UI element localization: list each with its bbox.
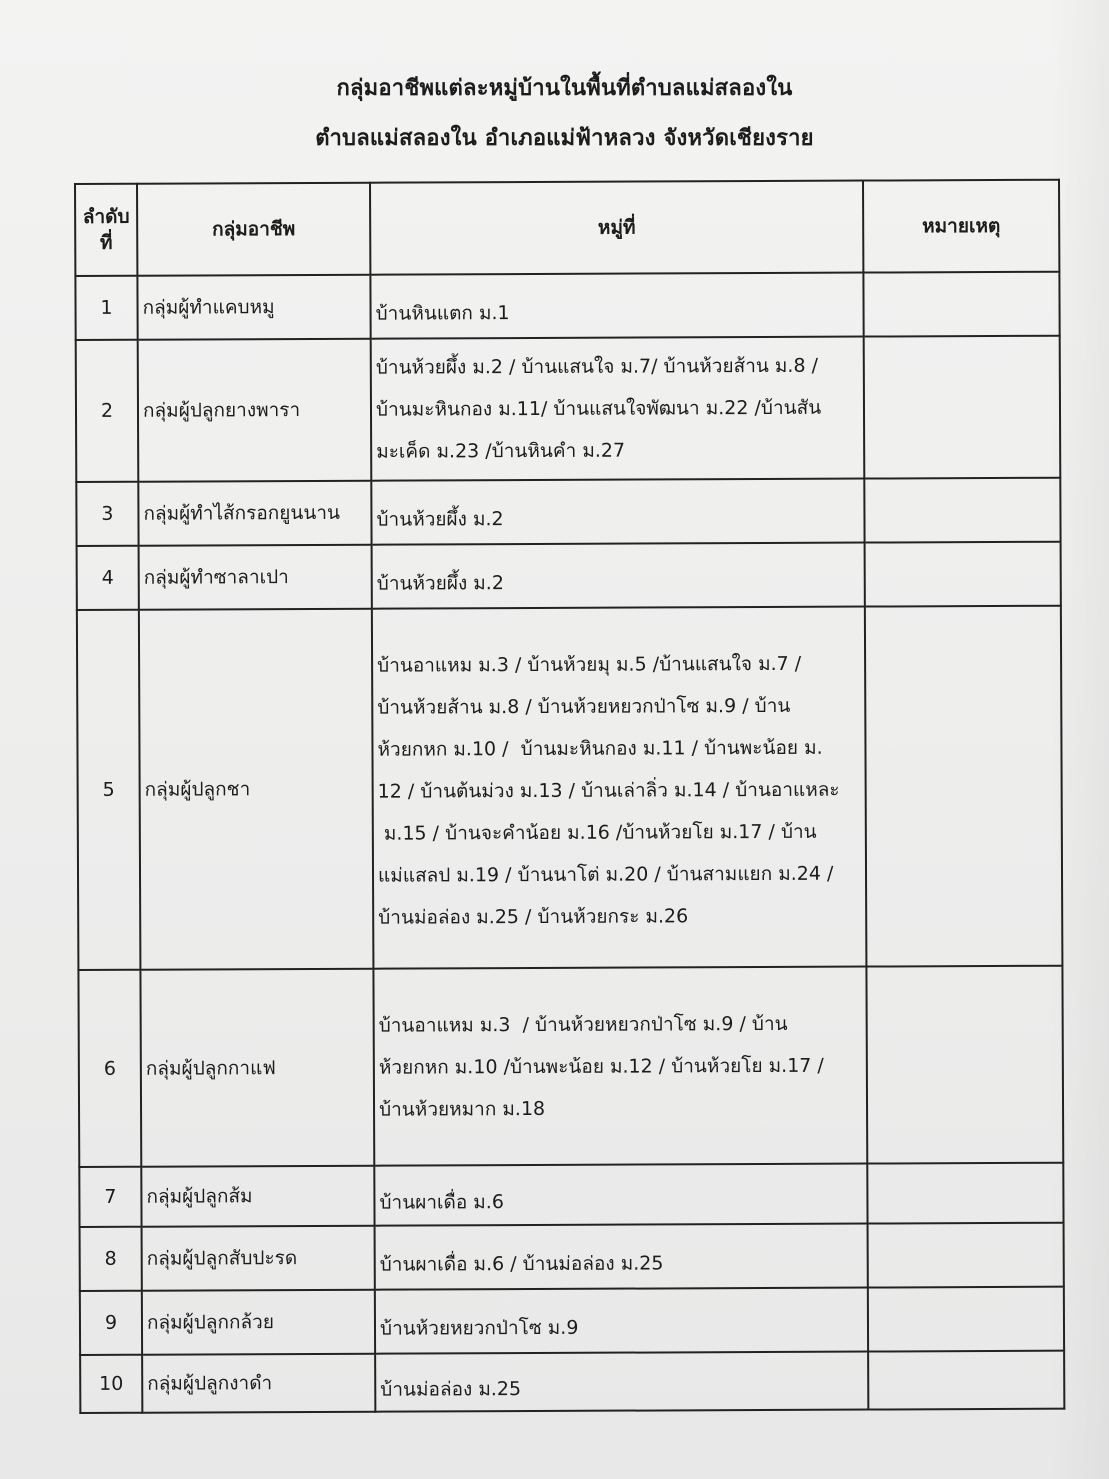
row-remarks: [865, 606, 1063, 967]
row-remarks: [863, 272, 1059, 337]
village-line: บ้านห้วยผึ้ง ม.2: [376, 572, 504, 595]
row-villages: [370, 273, 863, 339]
table-row: [78, 966, 1063, 1167]
row-remarks: [868, 1351, 1064, 1410]
row-number: 3: [76, 482, 138, 546]
table-row: [76, 336, 1061, 482]
row-villages: [372, 543, 865, 609]
table-row: [76, 478, 1060, 546]
row-villages: [371, 479, 864, 545]
row-occupation-group: กลุ่มผู้ปลูกกล้วย: [142, 1290, 375, 1355]
row-number: 4: [77, 546, 139, 610]
village-line: ห้วยกหก ม.10 /บ้านพะน้อย ม.12 / บ้านห้วยโย ม.17 /: [378, 1054, 824, 1079]
row-occupation-group: กลุ่มผู้ทำซาลาเปา: [139, 545, 372, 610]
village-line: 12 / บ้านต้นม่วง ม.13 / บ้านเล่าลิ่ว ม.14 / บ้านอาแหละ: [377, 778, 840, 803]
village-line: ห้วยกหก ม.10 / บ้านมะหินกอง ม.11 / บ้านพะน้อย ม.: [377, 736, 823, 761]
village-line: บ้านห้วยผึ้ง ม.2: [376, 508, 504, 531]
header-remarks: หมายเหตุ: [863, 180, 1059, 273]
row-number: 10: [80, 1355, 142, 1413]
row-villages: [371, 337, 865, 481]
row-remarks: [865, 542, 1061, 607]
row-occupation-group: กลุ่มผู้ปลูกชา: [139, 609, 374, 970]
village-line: บ้านห้วยหยวกป่าโซ ม.9: [379, 1316, 579, 1340]
village-line: แม่แสลป ม.19 / บ้านนาโต่ ม.20 / บ้านสามแยก ม.24 /: [377, 862, 834, 887]
row-remarks: [864, 478, 1060, 543]
occupation-groups-table: [74, 179, 1065, 1414]
row-occupation-group: กลุ่มผู้ปลูกสับปะรด: [142, 1226, 375, 1291]
document-title-line-2: ตำบลแม่สลองใน อำเภอแม่ฟ้าหลวง จังหวัดเชียงราย: [315, 126, 814, 151]
row-remarks: [867, 1163, 1063, 1224]
village-line: บ้านห้วยส้าน ม.8 / บ้านห้วยหยวกป่าโซ ม.9 / บ้าน: [377, 694, 791, 719]
village-line: บ้านผาเดื่อ ม.6 / บ้านม่อล่อง ม.25: [379, 1252, 664, 1276]
document-title-line-1: กลุ่มอาชีพแต่ละหมู่บ้านในพื้นที่ตำบลแม่สลองใน: [336, 76, 793, 101]
village-line: บ้านมะหินกอง ม.11/ บ้านแสนใจพัฒนา ม.22 /บ้านสัน: [375, 396, 822, 421]
row-number: 7: [79, 1167, 141, 1227]
row-villages: [375, 1224, 868, 1290]
row-occupation-group: กลุ่มผู้ปลูกยางพารา: [138, 339, 372, 482]
table-row: [80, 1223, 1064, 1291]
village-line: มะเค็ด ม.23 /บ้านหินคำ ม.27: [376, 439, 626, 463]
village-line: บ้านอาแหม ม.3 / บ้านห้วยมุ ม.5 /บ้านแสนใจ ม.7 /: [377, 652, 802, 677]
village-line: บ้านห้วยผึ้ง ม.2 / บ้านแสนใจ ม.7/ บ้านห้วยส้าน ม.8 /: [375, 354, 819, 379]
row-remarks: [868, 1223, 1064, 1288]
village-line: บ้านหินแตก ม.1: [375, 302, 510, 325]
village-line: บ้านม่อล่อง ม.25 / บ้านห้วยกระ ม.26: [378, 905, 689, 929]
row-villages: [375, 1288, 868, 1354]
row-remarks: [868, 1287, 1064, 1352]
row-villages: [375, 1352, 868, 1412]
table-row: [80, 1351, 1064, 1413]
header-number-line1: ลำดับ: [82, 205, 130, 228]
row-occupation-group: กลุ่มผู้ทำแคบหมู: [137, 275, 370, 340]
row-remarks: [864, 336, 1061, 479]
row-number: 1: [75, 276, 137, 340]
village-line: บ้านม่อล่อง ม.25: [380, 1378, 522, 1401]
table-header-row: [75, 180, 1059, 276]
header-villages: หมู่ที่: [370, 181, 863, 275]
row-number: 6: [78, 970, 141, 1167]
table-row: [79, 1163, 1063, 1227]
row-number: 8: [80, 1227, 142, 1291]
village-line: บ้านห้วยหมาก ม.18: [378, 1097, 546, 1121]
row-number: 9: [80, 1291, 142, 1355]
village-line: ม.15 / บ้านจะคำน้อย ม.16 /บ้านห้วยโย ม.17 / บ้าน: [377, 820, 817, 845]
row-occupation-group: กลุ่มผู้ปลูกกาแฟ: [140, 969, 374, 1167]
row-occupation-group: กลุ่มผู้ทำไส้กรอกยูนนาน: [138, 481, 371, 546]
table-row: [77, 606, 1063, 970]
table-row: [80, 1287, 1064, 1355]
row-number: 5: [77, 610, 141, 970]
header-number: [75, 184, 137, 276]
row-occupation-group: กลุ่มผู้ปลูกส้ม: [141, 1166, 374, 1227]
row-number: 2: [76, 340, 139, 482]
table-row: [75, 272, 1059, 340]
header-number-line2: ที่: [99, 231, 113, 254]
row-villages: [374, 1164, 867, 1226]
row-villages: [372, 607, 867, 969]
row-remarks: [866, 966, 1063, 1164]
village-line: บ้านผาเดื่อ ม.6: [379, 1191, 504, 1214]
header-group: กลุ่มอาชีพ: [137, 183, 370, 276]
row-occupation-group: กลุ่มผู้ปลูกงาดำ: [142, 1354, 375, 1413]
table-row: [77, 542, 1061, 610]
village-line: บ้านอาแหม ม.3 / บ้านห้วยหยวกป่าโซ ม.9 / บ้าน: [378, 1012, 788, 1037]
row-villages: [373, 967, 867, 1166]
table-body: [75, 272, 1064, 1413]
